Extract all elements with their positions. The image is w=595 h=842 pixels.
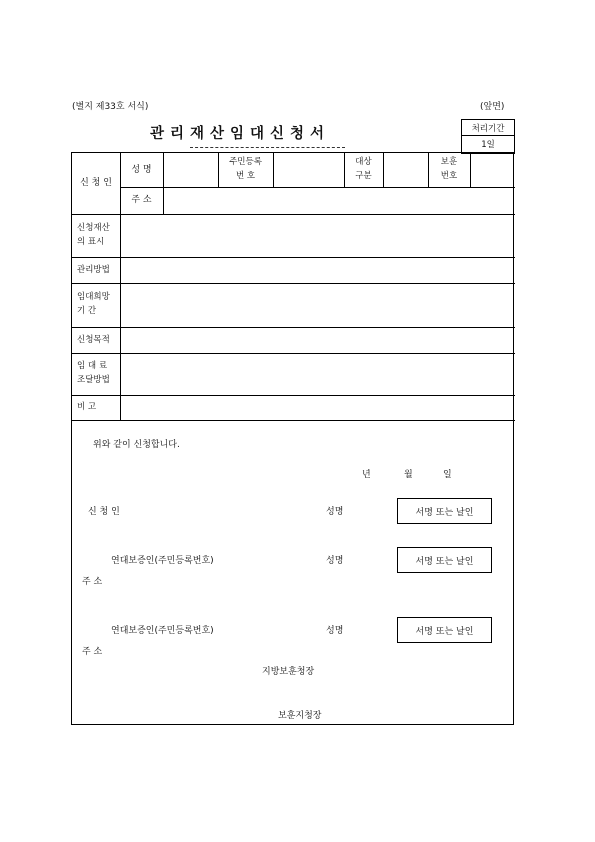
date-month-label: 월 [404,470,413,480]
applicant-row-label: 신 청 인 [80,178,112,188]
purpose-field[interactable] [120,327,515,353]
address-2-label: 주 소 [82,647,103,657]
applicant-label: 신 청 인 [88,507,120,517]
date-year-label: 년 [362,470,371,480]
property-field[interactable] [120,214,515,257]
rent-funding-field[interactable] [120,353,515,395]
target-category-field[interactable] [383,153,428,187]
remarks-field[interactable] [120,395,515,420]
veteran-number-label: 보훈 번호 [440,157,458,181]
rent-funding-label: 임 대 료 조달방법 [77,361,110,385]
guarantor-1-name-label: 성명 [326,556,344,566]
applicant-name-label: 성명 [326,507,344,517]
guarantor-2-name-label: 성명 [326,626,344,636]
date-day-label: 일 [443,470,452,480]
management-method-field[interactable] [120,257,515,283]
property-label: 신청재산 의 표시 [77,222,110,247]
processing-period-header: 처리기간 [462,120,514,136]
form-number: (별지 제33호 서식) [72,102,149,112]
processing-period-box [461,119,515,154]
guarantor-2-label: 연대보증인(주민등록번호) [111,626,214,636]
management-method-label: 관리방법 [77,264,110,275]
veteran-number-field[interactable] [470,153,515,187]
guarantor-1-label: 연대보증인(주민등록번호) [111,556,214,566]
front-side-label: (앞면) [480,102,505,112]
lease-period-field[interactable] [120,283,515,327]
title-underline [190,147,345,148]
page-title: 관리재산임대신청서 [150,126,331,142]
name-field[interactable] [163,153,218,187]
purpose-label: 신청목적 [77,334,110,345]
recipient-regional-office: 지방보훈청장 [262,667,315,677]
guarantor-2-signature-box[interactable]: 서명 또는 날인 [397,617,492,643]
declaration-text: 위와 같이 신청합니다. [93,440,180,450]
guarantor-1-signature-box[interactable]: 서명 또는 날인 [397,547,492,573]
name-label: 성 명 [131,164,152,175]
address-1-label: 주 소 [82,577,103,587]
address-label: 주 소 [131,195,152,205]
recipient-branch-office: 보훈지청장 [278,711,322,721]
resident-number-field[interactable] [273,153,344,187]
processing-period-value: 1일 [481,140,495,150]
target-category-label: 대상 구분 [355,157,372,181]
resident-number-label: 주민등록 번 호 [229,157,262,181]
lease-period-label: 임대희망 기 간 [77,292,110,316]
applicant-signature-box[interactable]: 서명 또는 날인 [397,498,492,524]
remarks-label: 비 고 [77,402,97,413]
address-field[interactable] [163,187,515,214]
